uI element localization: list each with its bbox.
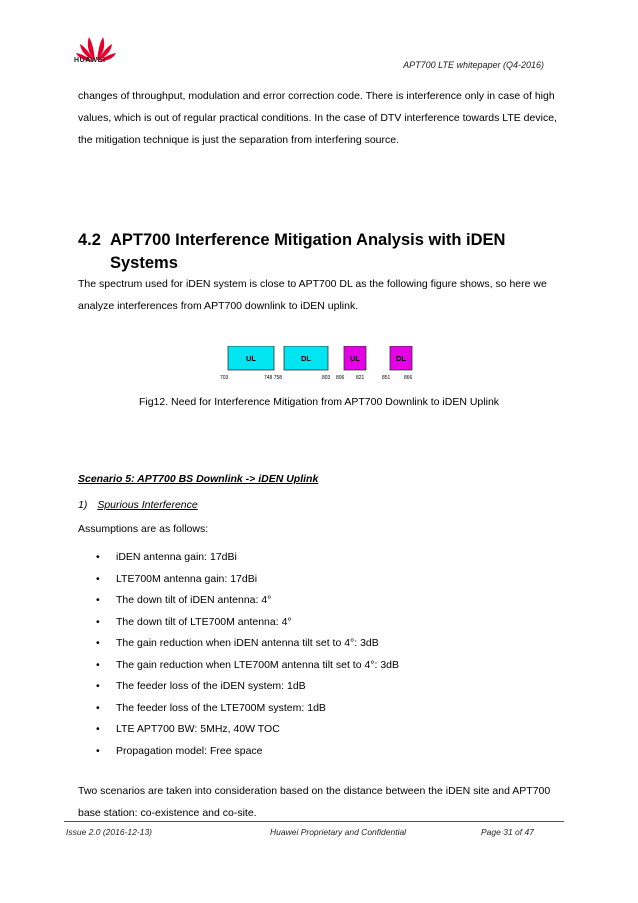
assumptions-intro: Assumptions are as follows: xyxy=(78,523,209,535)
block-label: UL xyxy=(246,354,256,363)
footer-confidential: Huawei Proprietary and Confidential xyxy=(270,827,407,837)
footer-issue: Issue 2.0 (2016-12-13) xyxy=(66,827,152,837)
list-item: • The gain reduction when iDEN antenna tilt set to 4°: 3dB xyxy=(96,636,399,658)
freq-label: 703 xyxy=(220,375,229,381)
intro-paragraph: changes of throughput, modulation and error correction code. There is interference only in case of high values, which is out of regular practical conditions. In the case of DTV interference towards LTE device, the mitigation technique is just the separation from interfering source. xyxy=(78,90,557,146)
list-item: • Propagation model: Free space xyxy=(96,744,399,766)
list-item: • The feeder loss of the LTE700M system: 1dB xyxy=(96,701,399,723)
list-item: • LTE APT700 BW: 5MHz, 40W TOC xyxy=(96,722,399,744)
footer-divider xyxy=(64,821,564,822)
figure-caption: Fig12. Need for Interference Mitigation from APT700 Downlink to iDEN Uplink xyxy=(138,396,500,408)
section-title-line2: Systems xyxy=(110,254,178,272)
header-title: APT700 LTE whitepaper (Q4-2016) xyxy=(403,60,544,70)
freq-label: 851 xyxy=(382,375,391,381)
freq-label: 803 xyxy=(322,375,331,381)
section-title-line1: APT700 Interference Mitigation Analysis with iDEN xyxy=(110,231,506,249)
footer-page: Page 31 of 47 xyxy=(481,827,534,837)
freq-label: 748 758 xyxy=(264,375,283,381)
section-paragraph: The spectrum used for iDEN system is close to APT700 DL as the following figure shows, so here we analyze interferences from APT700 downlink to iDEN uplink. xyxy=(78,278,547,312)
spectrum-figure xyxy=(220,346,420,386)
block-label: DL xyxy=(396,354,406,363)
list-item: • The gain reduction when LTE700M antenna tilt set to 4°: 3dB xyxy=(96,658,399,680)
section-heading xyxy=(78,229,564,275)
list-item: • The down tilt of LTE700M antenna: 4° xyxy=(96,615,399,637)
list-item: • iDEN antenna gain: 17dBi xyxy=(96,550,399,572)
list-item: • LTE700M antenna gain: 17dBi xyxy=(96,572,399,594)
freq-label: 821 xyxy=(356,375,365,381)
list-item: • The feeder loss of the iDEN system: 1dB xyxy=(96,679,399,701)
assumptions-list xyxy=(96,550,399,765)
section-number: 4.2 xyxy=(78,231,101,249)
closing-paragraph: Two scenarios are taken into consideration based on the distance between the iDEN site and APT700 base station: co-existence and co-site. xyxy=(78,785,551,819)
scenario-heading: Scenario 5: APT700 BS Downlink -> iDEN Uplink xyxy=(78,473,319,485)
block-label: UL xyxy=(350,354,360,363)
logo-wordmark: HUAWEI xyxy=(74,57,106,64)
block-label: DL xyxy=(301,354,311,363)
freq-label: 806 xyxy=(336,375,345,381)
subheading xyxy=(78,499,198,511)
subheading-label: Spurious Interference xyxy=(97,499,198,511)
list-item: • The down tilt of iDEN antenna: 4° xyxy=(96,593,399,615)
subheading-number: 1) xyxy=(78,499,88,511)
freq-label: 866 xyxy=(404,375,413,381)
